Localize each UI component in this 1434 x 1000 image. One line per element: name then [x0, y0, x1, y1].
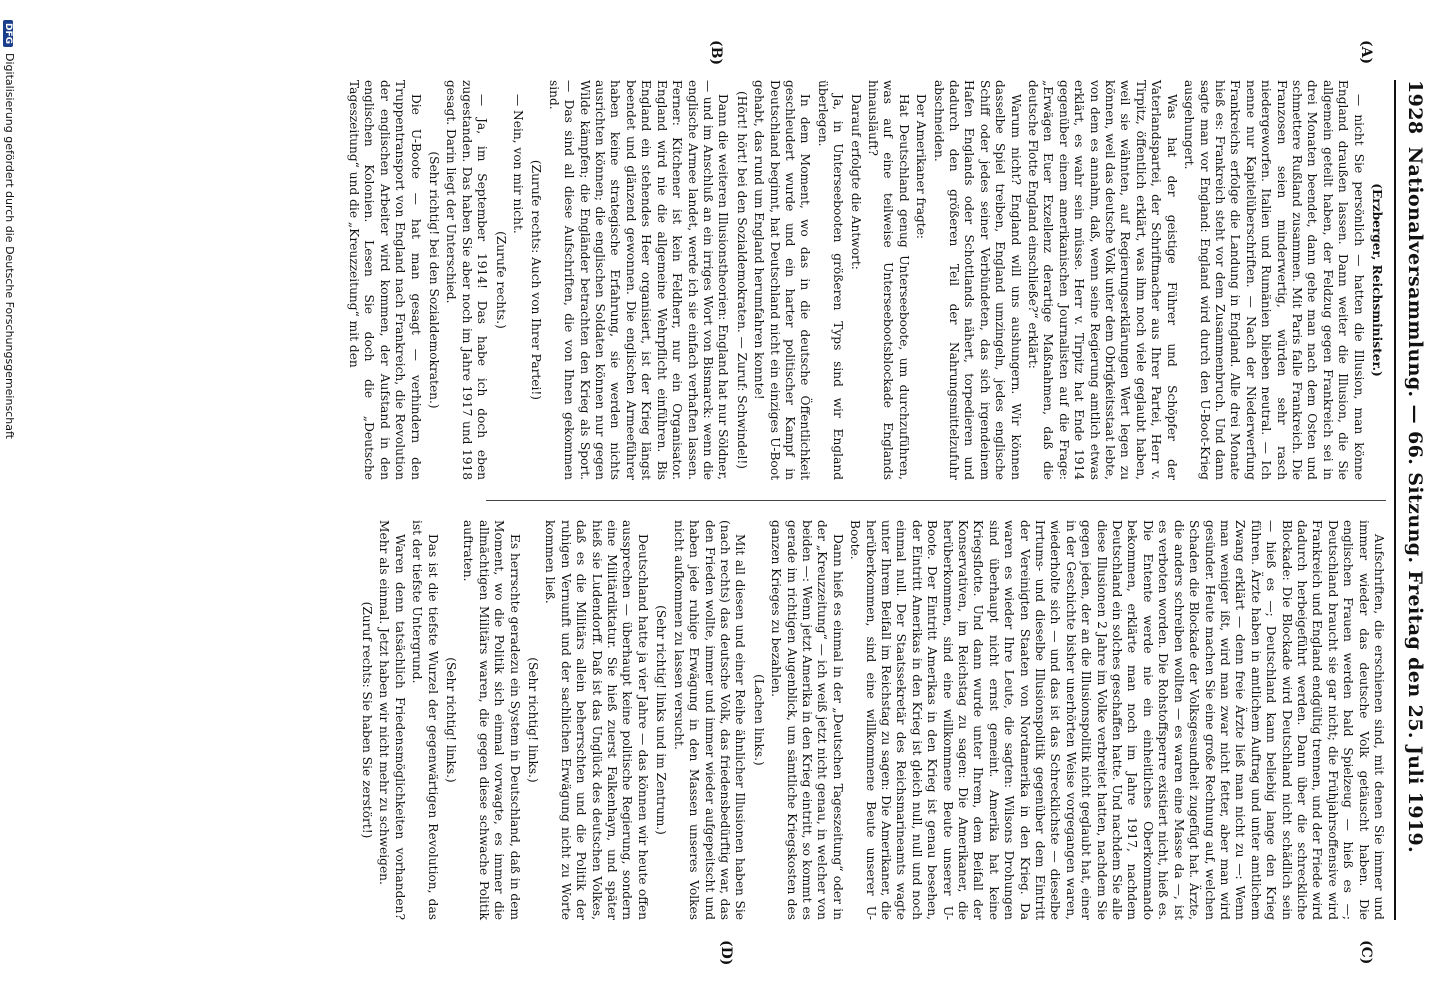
- paragraph: Waren denn tatsächlich Friedensmöglichkeiten vorhanden? Mehr als einmal. Jetzt haben wir nicht mehr zu schweigen.: [377, 520, 407, 920]
- paragraph: — Ja, im September 1914! Das habe ich doch eben zugestanden. Das haben Sie aber noch im Jahre 1917 und 1918 gesagt. Darin liegt der Unterschied.: [444, 80, 490, 480]
- paragraph: Was hat der geistige Führer und Schöpfer der Vaterlandspartei, der Schriftmacher aus Ihrer Partei, Herr v. Tirpitz, öffentlich erklärt, was ihm noch viele geglaubt haben, weil sie wähnten, auf Regierungserklärungen Wert legen zu können, weil das deutsche Volk unter dem Obrigkeitsstaat lebte, von dem es annahm, daß, wenn seine Regierung amtlich etwas erklärt, es wahr sein müsse. Herr v. Tirpitz hat Ende 1914 gegenüber einem amerikanischen Journalisten auf die Frage: „Erwägen Euer Exzellenz derartige Maßnahmen, daß die deutsche Flotte England einschließe?“ erklärt:: [1026, 80, 1179, 480]
- margin-mark-a: (A): [1358, 40, 1374, 65]
- interjection: (Sehr richtig! links.): [444, 657, 459, 783]
- paragraph: Darauf erfolgte die Antwort:: [848, 94, 863, 270]
- paragraph: Aufschriften, die erschienen sind, mit denen Sie immer und immer wieder das deutsche Volk getäuscht haben. Die englischen Frauen werden bald Spielzeug — hieß es —; Deutschland braucht sie gar nicht; die Frühjahrsoffensive wird Frankreich und England endgültig trennen, und der Friede wird dadurch herbeigeführt werden. Dann über die schreckliche Blockade: Die Blockade wird Deutschland nicht schädlich sein — hieß es —; Deutschland kann beliebig lange den Krieg führen. Ärzte haben in amtlichem Auftrag und unter amtlichem Zwang erklärt — denn freie Ärzte ließ man nicht zu —: Wenn man weniger ißt, wird man zwar nicht fetter, aber man wird gesünder. Heute machen Sie eine große Rechnung auf, welchen Schaden die Blockade der Volksgesundheit zugefügt hat. Ärzte, die anders schreiben wollten — es waren eine Masse da —, ist es verboten worden. Die Rohstoffsperre existiert nicht, hieß es. Die Entente werde nie ein einheitliches Oberkommando bekommen, erklärte man noch im Jahre 1917, nachdem Deutschland ein solches geschaffen hatte. Und nachdem Sie alle diese Illusionen 2 Jahre im Volke verbreitet hatten, nachdem Sie gegen jeden, der an die Illusionspolitik nicht geglaubt hat, einer in der Geschichte bisher unerhörten Weise vorgegangen waren, wiederholte sich — und das ist das Schrecklichste — dieselbe Irrtums- und dieselbe Illusionspolitik gegenüber dem Eintritt der Vereinigten Staaten von Nordamerika in den Krieg. Da waren es wieder Ihre Leute, die sagten: Wilsons Drohungen sind überhaupt nicht ernst gemeint. Amerika hat keine Kriegsflotte. Und dann wurde unter Ihrem, dem Beifall der Konservativen, im Reichstag zu sagen: Die Amerikaner, die herüberkommen, sind eine willkommene Beute unserer U-Boote. Der Eintritt Amerikas in den Krieg ist genau besehen, der Eintritt Amerikas in den Krieg ist gleich null, null und noch einmal null. Der Staatssekretär des Reichsmarineamts wagte unter Ihrem Beifall im Reichstag zu sagen: Die Amerikaner, die herüberkommen, sind eine willkommene Beute unserer U-Boote.: [848, 520, 1386, 921]
- paragraph: Dann hieß es einmal in der „Deutschen Tageszeitung“ oder in der „Kreuzzeitung“ — ich weiß jetzt nicht genau, in welcher von beiden —: Wenn jetzt Amerika in den Krieg eintritt, so kommt es gerade im richtigen Augenblick, um sämtliche Kriegskosten des ganzen Krieges zu bezahlen.: [769, 520, 845, 920]
- interjection: (Zuruf rechts: Sie haben Sie zerstört!): [360, 601, 374, 839]
- credit-text: Digitalisierung gefördert durch die Deutsche Forschungsgemeinschaft: [3, 53, 16, 439]
- interjection: (Zurufe rechts.): [493, 231, 508, 329]
- interjection: (Zurufe rechts: Auch von Ihrer Partei!): [529, 159, 544, 401]
- paragraph: Der Amerikaner fragte:: [914, 94, 929, 240]
- interjection: (Sehr richtig! bei den Sozialdemokraten.): [427, 151, 442, 409]
- page-title: Nationalversammlung. — 66. Sitzung. Freitag den 25. Juli 1919.: [1404, 146, 1426, 854]
- paragraph: In dem Moment, wo das in die deutsche Öffentlichkeit geschleudert wurde und ein harter politischer Kampf in Deutschland beginnt, hat Deutschland nicht ein einziges U-Boot gehabt, das rund um England herumfahren konnte!: [752, 80, 813, 480]
- interjection: (Sehr richtig! links.): [526, 657, 541, 783]
- interjection: (Lachen links.): [751, 674, 766, 766]
- paragraph: Warum nicht? England will uns aushungern. Wir können dasselbe Spiel treiben, England umzingeln, jedes englische Schiff oder jedes seiner Verbündeten, das sich irgendeinem Hafen Englands oder Schottlands nähert, torpedieren und dadurch den größeren Teil der Nahrungsmittelzufuhr abschneiden.: [931, 80, 1023, 480]
- paragraph: Es herrschte geradezu ein System in Deutschland, daß in dem Moment, wo die Politik sich einmal vorwagte, es immer die allmächtigen Militärs waren, die gegen diese schwache Politik auftraten.: [461, 520, 522, 920]
- paragraph: Dann die weiteren Illusionstheorien: England hat nur Söldner, — und im Anschluß an ein irriges Wort von Bismarck: wenn die englische Armee landet, werde ich sie einfach verhaften lassen. Ferner: Kitchener ist kein Feldherr, nur ein Organisator. England wird nie die allgemeine Wehrpflicht einführen. Bis England ein stehendes Heer organisiert, ist der Krieg längst beendet und glänzend gewonnen. Die englischen Armeeführer haben keine strategische Erfahrung, sie werden nichts ausrichten können; die englischen Soldaten können nur gegen Wilde kämpfen; die Engländer betrachten den Krieg als Sport. — Das sind all diese Aufschriften, die von Ihnen gekommen sind.: [546, 80, 731, 480]
- margin-mark-d: (D): [718, 940, 734, 966]
- column-divider: [486, 500, 1386, 501]
- paragraph: Die U-Boote — hat man gesagt — verhindern den Truppentransport von England nach Frankreich, die Revolution der englischen Arbeiter wird kommen, der Aufstand in den englischen Kolonien. Lesen Sie doch die „Deutsche Tageszeitung“ und die „Kreuzzeitung“ mit den: [347, 80, 423, 480]
- paragraph: Deutschland hatte ja vier Jahre — das können wir heute offen aussprechen — überhaupt keine politische Regierung, sondern eine Militärdiktatur. Sie hieß zuerst Falkenhayn, und später hieß sie Ludendorff. Daß ist das Unglück des deutschen Volkes, daß es die Militärs allein beherrschten und die Politik der ruhigen Vernunft und der sachlichen Erwägung nicht zu Worte kommen ließ.: [543, 520, 650, 920]
- speaker-label: (Erzberger, Reichsminister.): [1370, 183, 1384, 377]
- margin-mark-c: (C): [1358, 940, 1374, 965]
- right-column: [360, 520, 1386, 921]
- digitization-credit: [3, 20, 16, 980]
- paragraph: Das ist die tiefste Wurzel der gegenwärtigen Revolution, das ist der tiefste Untergrund.: [410, 520, 440, 920]
- header-rule: [1394, 80, 1396, 920]
- margin-mark-b: (B): [708, 40, 724, 66]
- paragraph: — nicht Sie persönlich — hatten die Illusion, man könne England draußen lassen. Dann weiter die Illusion, die Sie allgemein geteilt haben, der Feldzug gegen Frankreich sei in drei Monaten beendet, dann gehe man nach dem Osten und schmettere Rußland zusammen. Mit Paris falle Frankreich. Die Franzosen seien minderwertig, würden sehr rasch niedergeworfen. Italien und Rumänien blieben neutral. — Ich nenne nur Kapitelüberschriften. — Nach der Niederwerfung Frankreichs erfolge die Landung in England. Alle drei Monate hieß es: Frankreich steht vor dem Zusammenbruch. Und dann sagte man vor England: England wird durch den U-Boot-Krieg ausgehungert.: [1182, 80, 1366, 480]
- dfg-logo: DFG: [3, 20, 13, 47]
- paragraph: Mit all diesen und einer Reihe ähnlicher Illusionen haben Sie (nach rechts) das deutsche Volk, das friedensbedürftig war, das den Frieden wollte, immer und immer wieder aufgepeitscht und haben jede ruhige Erwägung in den Massen unseres Volkes nicht aufkommen zu lassen versucht.: [671, 520, 748, 920]
- page-number: 1928: [1404, 80, 1426, 135]
- left-column: [347, 80, 1386, 480]
- interjection: (Sehr richtig! links und im Zentrum.): [654, 605, 669, 835]
- paragraph: — Nein, von mir nicht.: [511, 94, 526, 234]
- paragraph: Hat Deutschland genug Unterseeboote, um durchzuführen, was auf eine teilweise Unterseebootsblockade Englands hinausläuft?: [866, 80, 911, 480]
- paragraph: Ja, in Unterseebooten größeren Typs sind wir England überlegen.: [815, 80, 846, 480]
- interjection: (Hört! hört! bei den Sozialdemokraten. — Zuruf: Schwindel!): [734, 91, 749, 469]
- page-header: [1400, 80, 1430, 920]
